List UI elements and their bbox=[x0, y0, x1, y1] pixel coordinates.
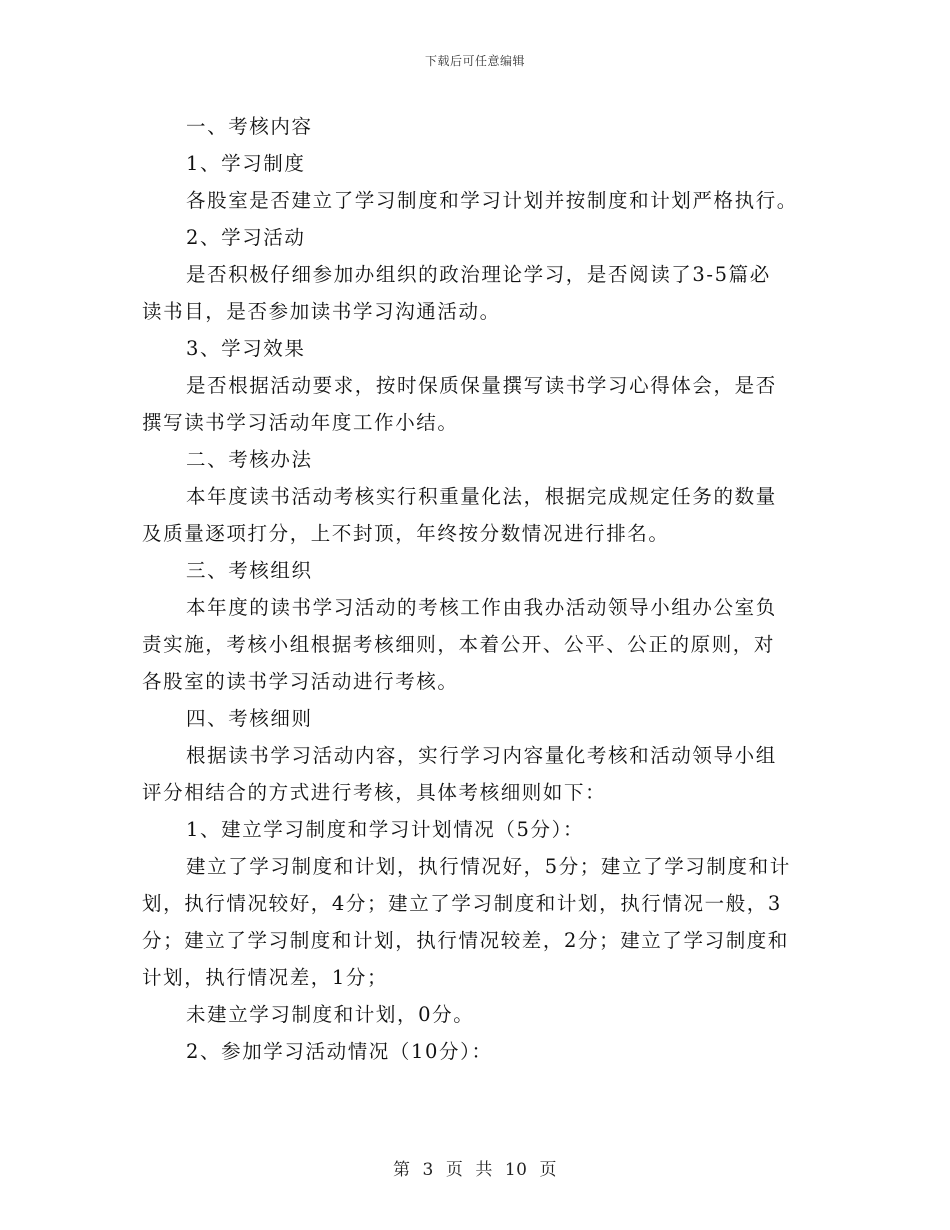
text-line: 二、考核办法 bbox=[186, 448, 313, 471]
footer-page-label: 页 bbox=[445, 1160, 464, 1180]
text-line: 2、参加学习活动情况（10分）： bbox=[186, 1040, 493, 1063]
text-line: 根据读书学习活动内容，实行学习内容量化考核和活动领导小组 bbox=[186, 744, 777, 767]
text-line: 各股室的读书学习活动进行考核。 bbox=[142, 670, 459, 693]
footer-total-pages: 10 bbox=[504, 1160, 528, 1180]
footer-suffix: 页 bbox=[539, 1160, 557, 1180]
text-line: 责实施，考核小组根据考核细则，本着公开、公平、公正的原则，对 bbox=[142, 633, 776, 656]
text-line: 各股室是否建立了学习制度和学习计划并按制度和计划严格执行。 bbox=[186, 189, 798, 212]
footer-total-label: 共 bbox=[475, 1160, 493, 1180]
text-line: 1、建立学习制度和学习计划情况（5分）： bbox=[186, 818, 585, 841]
header-note: 下载后可任意编辑 bbox=[424, 54, 525, 68]
text-line: 本年度的读书学习活动的考核工作由我办活动领导小组办公室负 bbox=[186, 596, 777, 619]
text-line: 评分相结合的方式进行考核，具体考核细则如下： bbox=[142, 781, 607, 804]
text-line: 三、考核组织 bbox=[186, 559, 313, 582]
text-line: 未建立学习制度和计划，0分。 bbox=[186, 1003, 475, 1026]
footer-prefix: 第 bbox=[393, 1160, 411, 1180]
text-line: 本年度读书活动考核实行积重量化法，根据完成规定任务的数量 bbox=[186, 485, 777, 508]
text-line: 四、考核细则 bbox=[186, 707, 313, 730]
text-line: 建立了学习制度和计划，执行情况好，5分；建立了学习制度和计 bbox=[186, 855, 791, 878]
text-line: 一、考核内容 bbox=[186, 115, 313, 138]
document-body bbox=[142, 108, 822, 1070]
text-line: 1、学习制度 bbox=[186, 152, 306, 175]
text-line: 划，执行情况较好，4分；建立了学习制度和计划，执行情况一般，3 bbox=[142, 892, 782, 915]
text-line: 读书目，是否参加读书学习沟通活动。 bbox=[142, 300, 501, 323]
footer-current-page: 3 bbox=[422, 1160, 434, 1180]
text-line: 及质量逐项打分，上不封顶，年终按分数情况进行排名。 bbox=[142, 522, 670, 545]
text-line: 是否积极仔细参加办组织的政治理论学习，是否阅读了3-5篇必 bbox=[186, 263, 771, 286]
text-line: 3、学习效果 bbox=[186, 337, 306, 360]
text-line: 分；建立了学习制度和计划，执行情况较差，2分；建立了学习制度和 bbox=[142, 929, 790, 952]
text-line: 2、学习活动 bbox=[186, 226, 306, 249]
text-line: 计划，执行情况差，1分； bbox=[142, 966, 389, 989]
text-line: 是否根据活动要求，按时保质保量撰写读书学习心得体会，是否 bbox=[186, 374, 777, 397]
page-footer bbox=[0, 1155, 950, 1180]
text-line: 撰写读书学习活动年度工作小结。 bbox=[142, 411, 459, 434]
